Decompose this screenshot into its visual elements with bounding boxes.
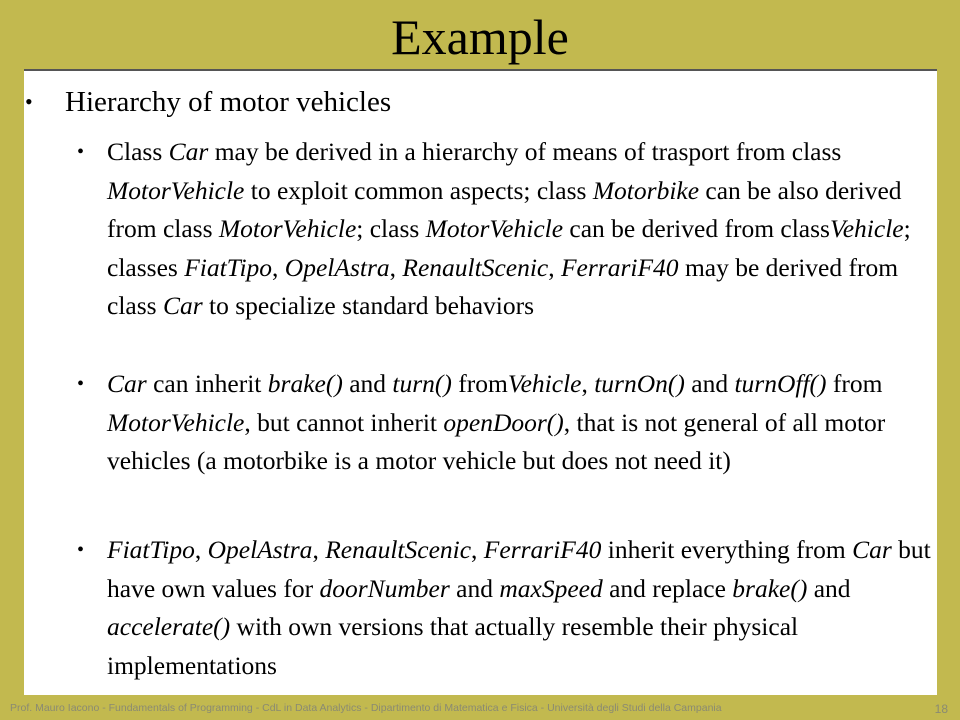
sub-bullet-subclasses: • FiatTipo, OpelAstra, RenaultScenic, FerrariF40 inherit everything from Car but have own values for doorNumber and maxSpeed and replace brake() and accelerate() with own versions that actually resemble their physical implementations [107,531,937,685]
bullet-dot-icon: • [25,89,33,114]
bullet-hierarchy-text: Hierarchy of motor vehicles [65,86,392,118]
bullet-dot-icon: • [77,141,85,163]
bullet-dot-icon: • [77,373,85,395]
slide-title: Example [391,9,569,65]
sub-bullet-car-inherit: • Car can inherit brake() and turn() fromVehicle, turnOn() and turnOff() from MotorVehicle, but cannot inherit openDoor(), that is not general of all motor vehicles (a motorbike is a motor vehicle but does not need it) [107,365,937,481]
page-number: 18 [934,702,948,716]
slide-footer: Prof. Mauro Iacono - Fundamentals of Programming - CdL in Data Analytics - Dipartimento di Matematica e Fisica - Università degli Studi della Campania [10,702,722,714]
bullet-dot-icon: • [77,539,85,561]
sub-bullet-class-car: • Class Car may be derived in a hierarchy of means of trasport from class MotorVehicle to exploit common aspects; class Motorbike can be also derived from class MotorVehicle; class MotorVehicle can be derived from classVehicle; classes FiatTipo, OpelAstra, RenaultScenic, FerrariF40 may be derived from class Car to specialize standard behaviors [107,133,937,326]
